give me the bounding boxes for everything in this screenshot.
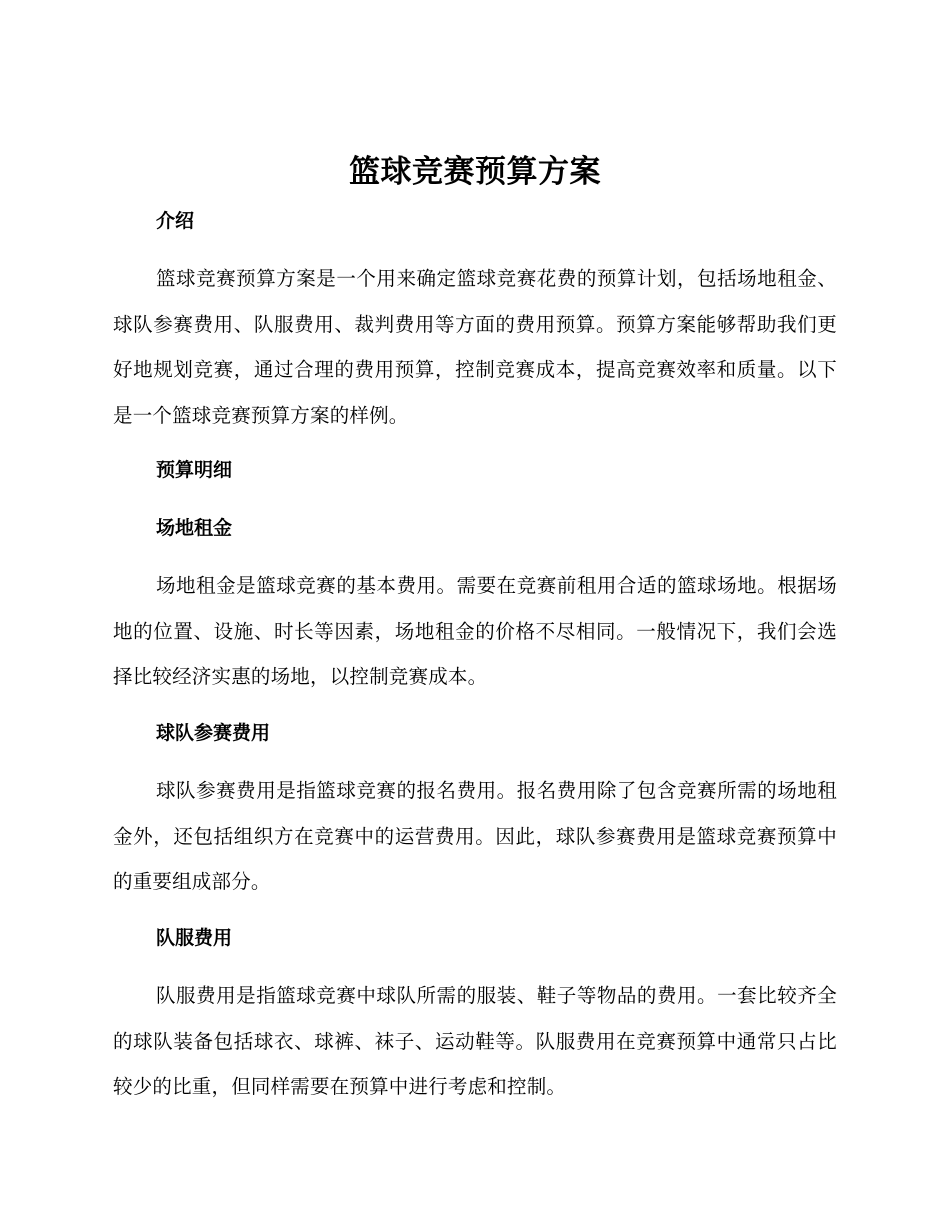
section-heading-uniform-cost: 队服费用	[156, 927, 233, 949]
section-heading-budget-details: 预算明细	[156, 459, 233, 481]
section-paragraph-team-entry-fee: 球队参赛费用是指篮球竞赛的报名费用。报名费用除了包含竞赛所需的场地租金外，还包括组织方在竞赛中的运营费用。因此，球队参赛费用是篮球竞赛预算中的重要组成部分。	[113, 779, 837, 893]
section-paragraph-venue-rent: 场地租金是篮球竞赛的基本费用。需要在竞赛前租用合适的篮球场地。根据场地的位置、设施、时长等因素，场地租金的价格不尽相同。一般情况下，我们会选择比较经济实惠的场地，以控制竞赛成本。	[113, 574, 837, 688]
section-heading-team-entry-fee: 球队参赛费用	[156, 722, 271, 744]
section-heading-intro: 介绍	[156, 210, 195, 232]
document-title: 篮球竞赛预算方案	[349, 154, 601, 190]
section-paragraph-uniform-cost: 队服费用是指篮球竞赛中球队所需的服装、鞋子等物品的费用。一套比较齐全的球队装备包括球衣、球裤、袜子、运动鞋等。队服费用在竞赛预算中通常只占比较少的比重，但同样需要在预算中进行考虑和控制。	[113, 984, 837, 1098]
section-heading-venue-rent: 场地租金	[156, 517, 233, 539]
section-paragraph-intro: 篮球竞赛预算方案是一个用来确定篮球竞赛花费的预算计划，包括场地租金、球队参赛费用、队服费用、裁判费用等方面的费用预算。预算方案能够帮助我们更好地规划竞赛，通过合理的费用预算，控制竞赛成本，提高竞赛效率和质量。以下是一个篮球竞赛预算方案的样例。	[113, 267, 837, 427]
